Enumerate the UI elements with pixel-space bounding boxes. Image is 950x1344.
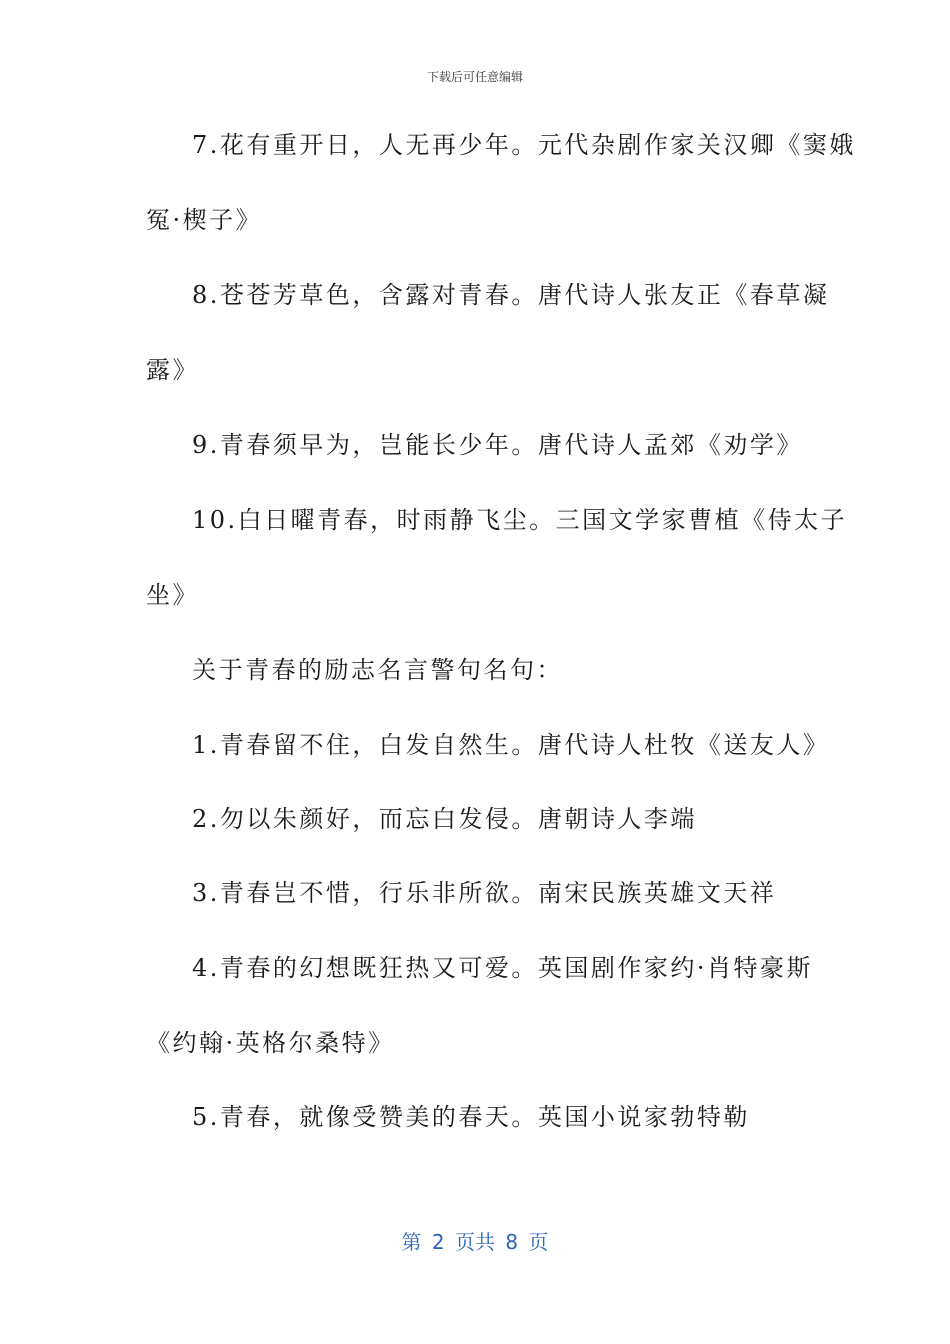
quote-line: 3.青春岂不惜，行乐非所欲。南宋民族英雄文天祥 xyxy=(192,879,777,907)
quote-line-continuation: 露》 xyxy=(146,356,199,384)
quote-line: 10.白日曜青春，时雨静飞尘。三国文学家曹植《侍太子 xyxy=(192,506,848,534)
quote-line-continuation: 《约翰·英格尔桑特》 xyxy=(146,1029,395,1057)
quote-line: 1.青春留不住，白发自然生。唐代诗人杜牧《送友人》 xyxy=(192,731,830,759)
quote-line: 2.勿以朱颜好，而忘白发侵。唐朝诗人李端 xyxy=(192,805,697,833)
quote-line: 5.青春，就像受赞美的春天。英国小说家勃特勒 xyxy=(192,1103,750,1131)
quote-line: 8.苍苍芳草色，含露对青春。唐代诗人张友正《春草凝 xyxy=(192,281,830,309)
page-footer xyxy=(0,1226,950,1255)
page-header: 下载后可任意编辑 xyxy=(426,70,523,84)
quote-line: 7.花有重开日，人无再少年。元代杂剧作家关汉卿《窦娥 xyxy=(192,131,856,159)
page-number: 第 2 页共 8 页 xyxy=(401,1230,549,1254)
quote-line: 4.青春的幻想既狂热又可爱。英国剧作家约·肖特豪斯 xyxy=(192,954,814,982)
quote-line: 9.青春须早为，岂能长少年。唐代诗人孟郊《劝学》 xyxy=(192,431,803,459)
quote-line-continuation: 冤·楔子》 xyxy=(146,206,263,234)
section-heading: 关于青春的励志名言警句名句： xyxy=(192,656,563,684)
quote-line-continuation: 坐》 xyxy=(146,581,199,609)
